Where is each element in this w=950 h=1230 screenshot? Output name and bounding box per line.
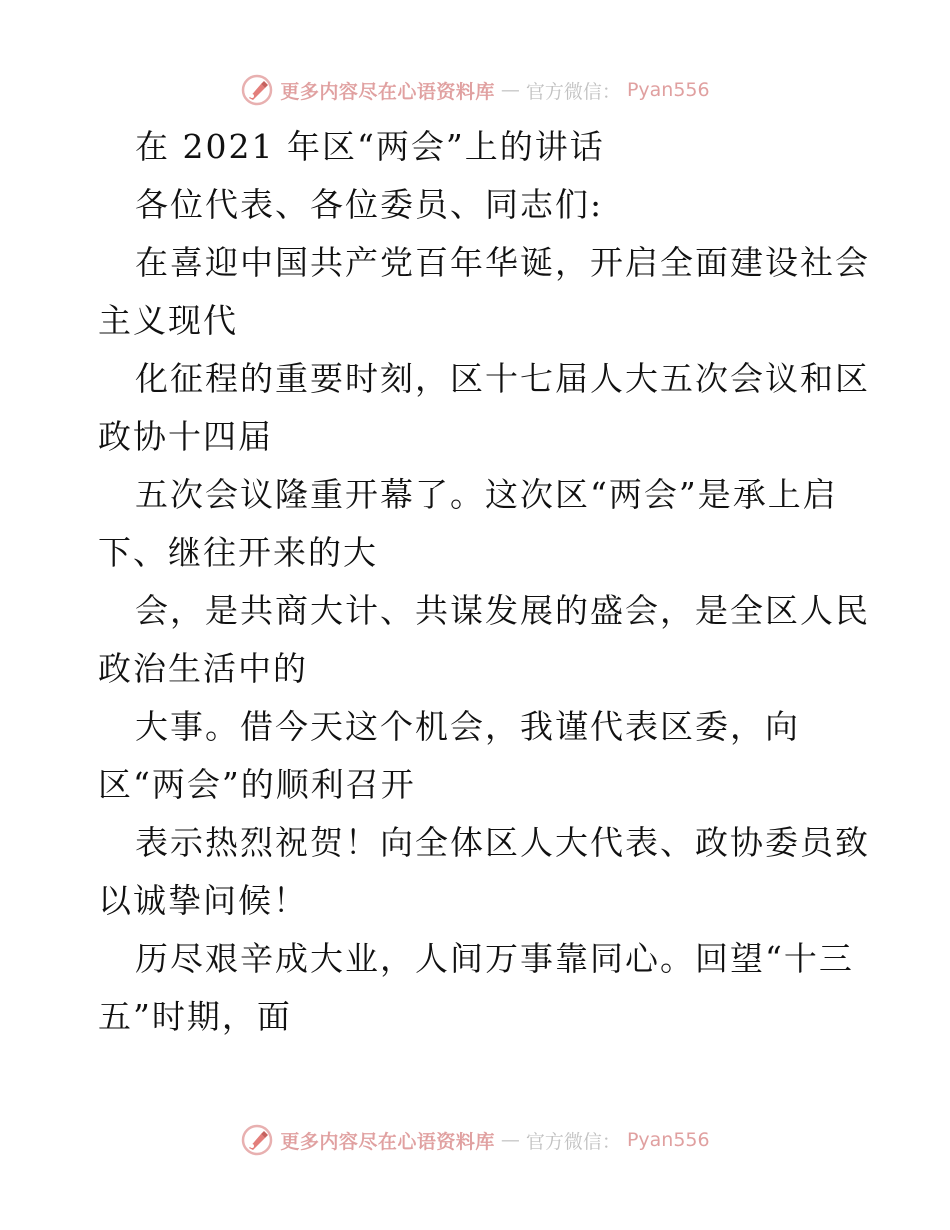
text-line: 区“两会”的顺利召开 <box>98 765 416 804</box>
text-line: 政协十四届 <box>98 417 273 456</box>
text-line: 以诚挚问候！ <box>98 881 308 920</box>
text-line: 在喜迎中国共产党百年华诞，开启全面建设社会 <box>135 243 870 282</box>
watermark-dash: — <box>500 79 520 101</box>
watermark-wechat-label: 官方微信： <box>525 80 621 103</box>
text-line: 在 2021 年区“两会”上的讲话 <box>135 127 605 166</box>
watermark-wechat-id: Pyan556 <box>626 79 710 101</box>
text-line: 历尽艰辛成大业，人间万事靠同心。回望“十三 <box>135 939 854 978</box>
text-line: 五次会议隆重开幕了。这次区“两会”是承上启 <box>135 475 838 514</box>
text-line: 下、继往开来的大 <box>98 533 378 572</box>
text-line: 会，是共商大计、共谋发展的盛会，是全区人民 <box>135 591 870 630</box>
text-line: 主义现代 <box>98 301 238 340</box>
watermark-text: 更多内容尽在心语资料库 <box>280 1130 495 1153</box>
watermark-text: 更多内容尽在心语资料库 <box>280 80 495 103</box>
text-line: 化征程的重要时刻，区十七届人大五次会议和区 <box>135 359 870 398</box>
text-line: 表示热烈祝贺！向全体区人大代表、政协委员致 <box>135 823 870 862</box>
text-line: 各位代表、各位委员、同志们: <box>135 185 604 224</box>
text-line: 五”时期，面 <box>98 997 292 1036</box>
watermark-wechat-label: 官方微信： <box>525 1130 621 1153</box>
pen-nib-logo-icon <box>240 73 274 107</box>
watermark-wechat-id: Pyan556 <box>626 1129 710 1151</box>
pen-nib-logo-icon <box>240 1123 274 1157</box>
watermark-footer <box>0 1120 950 1160</box>
text-line: 政治生活中的 <box>98 649 308 688</box>
watermark-dash: — <box>500 1129 520 1151</box>
document-body <box>98 118 870 1046</box>
watermark-header <box>0 70 950 110</box>
text-line: 大事。借今天这个机会，我谨代表区委，向 <box>135 707 800 746</box>
